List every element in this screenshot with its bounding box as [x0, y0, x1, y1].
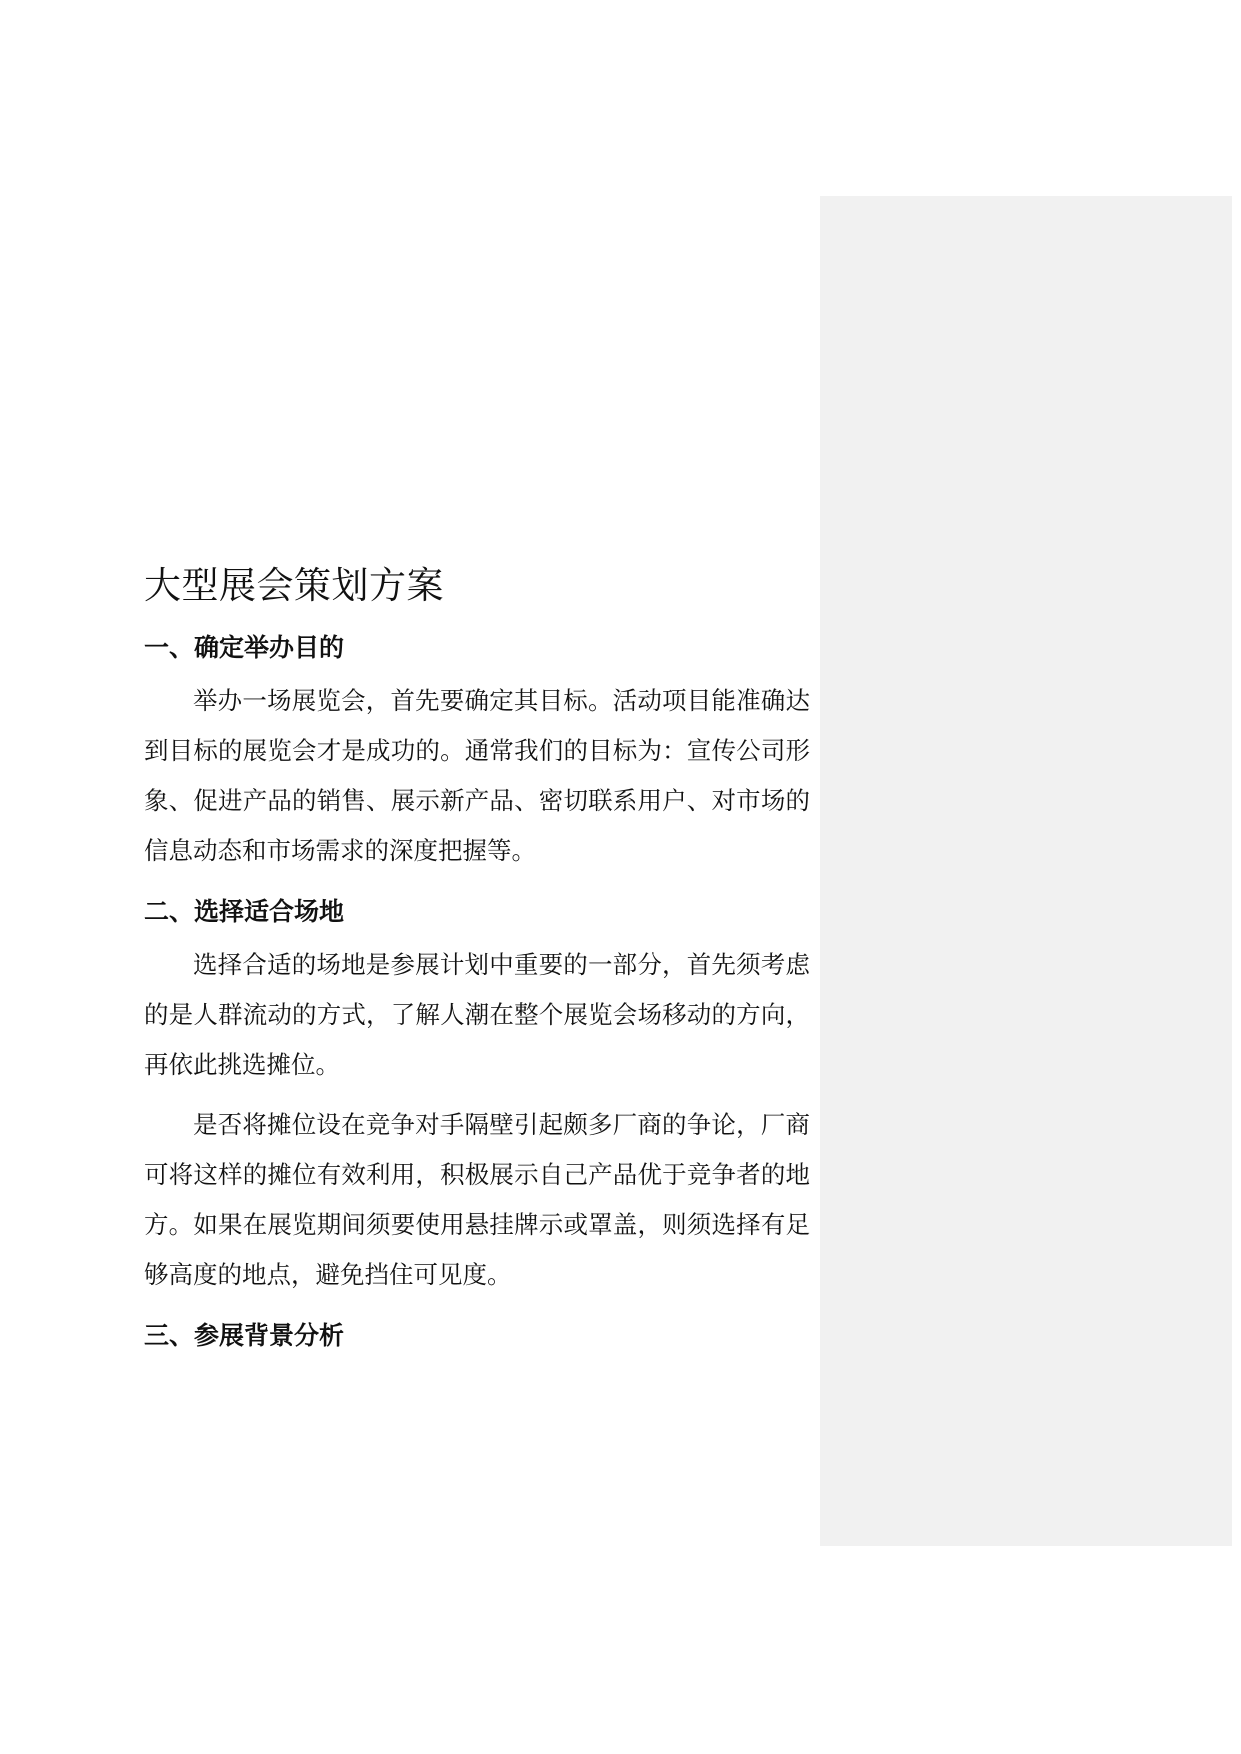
document-body — [144, 560, 810, 1354]
section-paragraph-purpose: 举办一场展览会，首先要确定其目标。活动项目能准确达到目标的展览会才是成功的。通常我们的目标为：宣传公司形象、促进产品的销售、展示新产品、密切联系用户、对市场的信息动态和市场需求的深度把握等。 — [144, 686, 810, 865]
section-heading-purpose: 一、确定举办目的 — [144, 633, 345, 662]
comment-margin-pane — [820, 196, 1232, 1546]
section-heading-background: 三、参展背景分析 — [144, 1321, 345, 1350]
section-paragraph-venue-2: 是否将摊位设在竞争对手隔壁引起颇多厂商的争论，厂商可将这样的摊位有效利用，积极展示自己产品优于竞争者的地方。如果在展览期间须要使用悬挂牌示或罩盖，则须选择有足够高度的地点，避免挡住可见度。 — [144, 1110, 810, 1289]
section-paragraph-venue-1: 选择合适的场地是参展计划中重要的一部分，首先须考虑的是人群流动的方式，了解人潮在整个展览会场移动的方向，再依此挑选摊位。 — [144, 950, 810, 1079]
document-title: 大型展会策划方案 — [144, 564, 444, 607]
section-heading-venue: 二、选择适合场地 — [144, 897, 345, 926]
